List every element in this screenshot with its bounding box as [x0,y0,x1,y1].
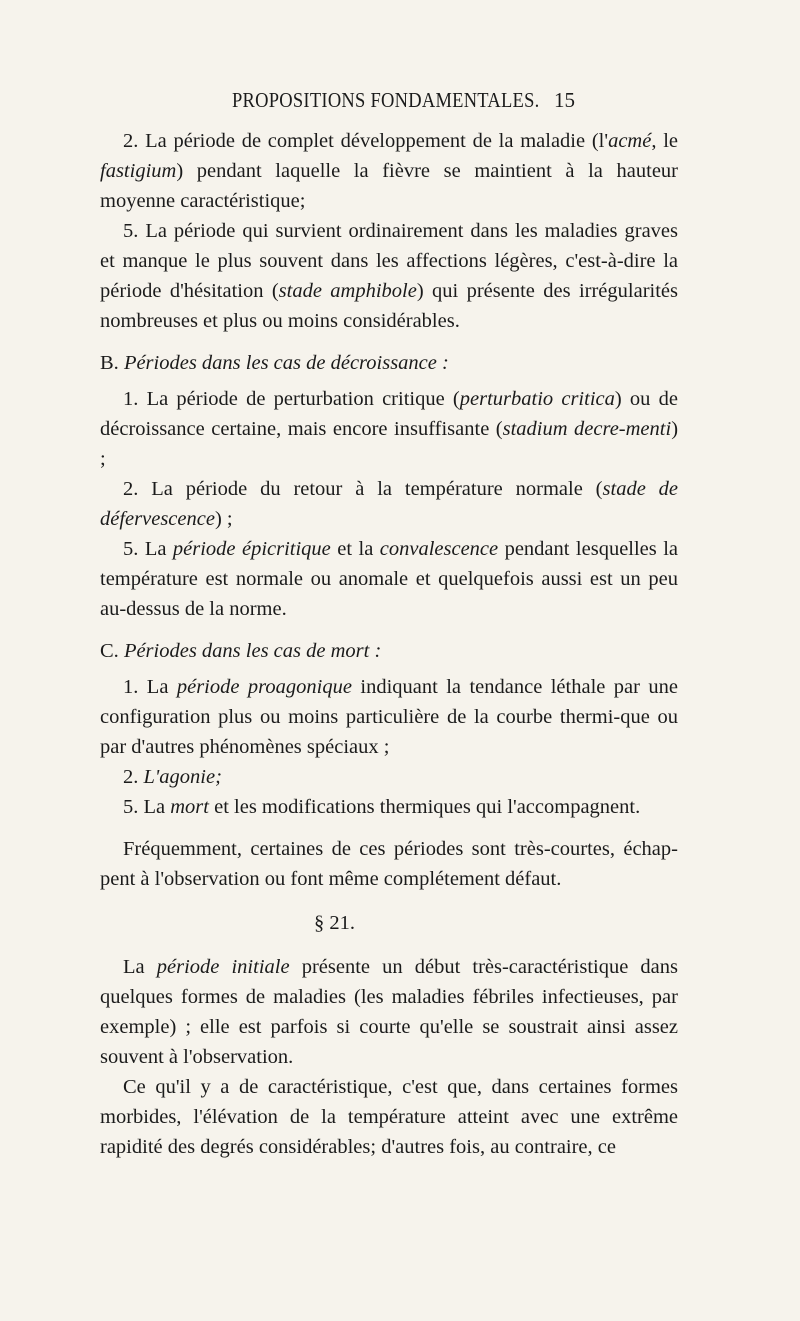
page-number: 15 [554,88,575,112]
section-heading-b: B. Périodes dans les cas de décroissance : [100,352,449,374]
paragraph-epicritique: 5. La période épicritique et la convalescence pendant lesquelles la température est normale ou anomale et quelquefois aussi est un peu au-dessus de la norme. [100,538,679,620]
running-header: PROPOSITIONS FONDAMENTALES. [232,88,540,112]
page-body [100,126,678,1162]
paragraph-proagonique: 1. La période proagonique indiquant la tendance léthale par une configuration plus ou moins particulière de la courbe thermi-que ou par d'autres phénomènes spéciaux ; [100,676,678,758]
paragraph-defervescence: 2. La période du retour à la température normale (stade de défervescence) ; [100,478,679,530]
paragraph-periode-initiale: La période initiale présente un début très-caractéristique dans quelques formes de maladies (les maladies fébriles infectieuses, par exemple) ; elle est parfois si courte qu'elle se soustrait ainsi assez souvent à l'observation. [100,956,679,1068]
paragraph-agonie: 2. L'agonie; [123,766,222,788]
section-number: § 21. [314,912,355,934]
paragraph-perturbatio: 1. La période de perturbation critique (perturbatio critica) ou de décroissance certaine, mais encore insuffisante (stadium decre-menti) ; [100,388,679,470]
paragraph-acme: 2. La période de complet développement de la maladie (l'acmé, le fastigium) pendant laquelle la fièvre se maintient à la hauteur moyenne caractéristique; [100,130,678,212]
section-heading-c: C. Périodes dans les cas de mort : [100,640,382,662]
paragraph-mort: 5. La mort et les modifications thermiques qui l'accompagnent. [123,796,641,818]
paragraph-caracteristique: Ce qu'il y a de caractéristique, c'est que, dans certaines formes morbides, l'élévation de la température atteint avec une extrême rapidité des degrés considérables; d'autres fois, au contraire, ce [100,1076,678,1158]
paragraph-frequemment: Fréquemment, certaines de ces périodes sont très-courtes, échap-pent à l'observation ou font même complétement défaut. [100,838,678,890]
paragraph-stade-amphibole: 5. La période qui survient ordinairement dans les maladies graves et manque le plus souvent dans les affections légères, c'est-à-dire la période d'hésitation (stade amphibole) qui présente des irrégularités nombreuses et plus ou moins considérables. [100,220,678,332]
